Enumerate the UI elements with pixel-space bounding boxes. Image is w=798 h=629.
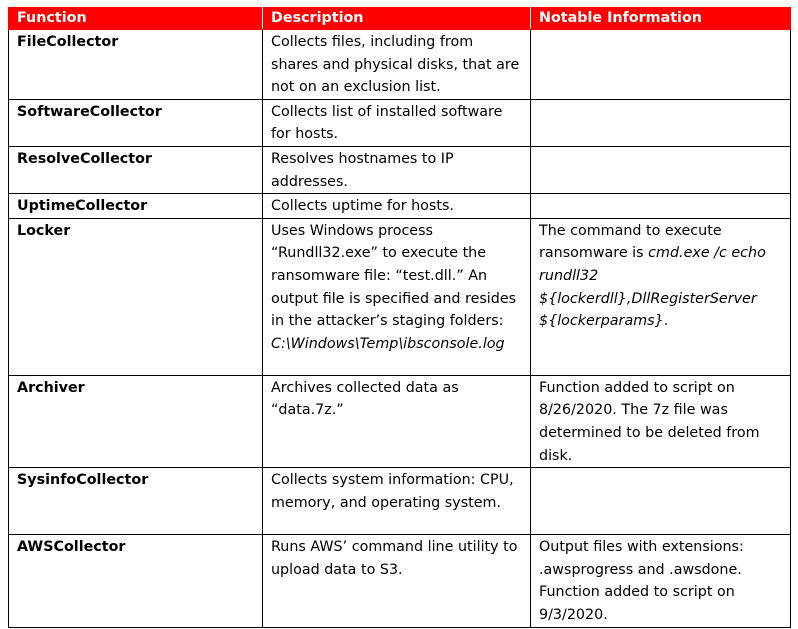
- description-cell: Collects files, including from shares and physical disks, that are not on an exclusion list.: [263, 30, 531, 100]
- table-row: [9, 535, 791, 627]
- notes-cell: Function added to script on 8/26/2020. The 7z file was determined to be deleted from disk.: [531, 375, 791, 467]
- functions-table: [8, 7, 791, 628]
- table-row: [9, 218, 791, 375]
- function-cell: SysinfoCollector: [9, 468, 263, 535]
- description-text: Uses Windows process “Rundll32.exe” to execute the ransomware file: “test.dll.” An output file is specified and resides in the attacker’s staging folders:: [271, 222, 517, 330]
- header-row: [9, 8, 791, 30]
- table-row: [9, 194, 791, 219]
- function-cell: AWSCollector: [9, 535, 263, 627]
- header-function: Function: [9, 8, 263, 30]
- log-file-path: C:\Windows\Temp\ibsconsole.log: [271, 335, 505, 352]
- notes-prefix: The command to execute ransomware is: [539, 222, 722, 262]
- notes-cell: [531, 194, 791, 219]
- description-cell: [263, 218, 531, 375]
- table-row: [9, 30, 791, 100]
- header-description: Description: [263, 8, 531, 30]
- function-cell: Locker: [9, 218, 263, 375]
- locker-command: cmd.exe /c echo rundll32 ${lockerdll},DllRegisterServer ${lockerparams}: [539, 245, 766, 330]
- function-cell: ResolveCollector: [9, 146, 263, 193]
- description-cell: Resolves hostnames to IP addresses.: [263, 146, 531, 193]
- table-row: [9, 375, 791, 467]
- function-cell: Archiver: [9, 375, 263, 467]
- header-notable-information: Notable Information: [531, 8, 791, 30]
- description-cell: Collects uptime for hosts.: [263, 194, 531, 219]
- function-cell: UptimeCollector: [9, 194, 263, 219]
- notes-cell: [531, 146, 791, 193]
- function-cell: FileCollector: [9, 30, 263, 100]
- notes-cell: Output files with extensions: .awsprogress and .awsdone. Function added to script on 9/3/2020.: [531, 535, 791, 627]
- table-row: [9, 468, 791, 535]
- description-cell: Runs AWS’ command line utility to upload data to S3.: [263, 535, 531, 627]
- function-cell: SoftwareCollector: [9, 99, 263, 146]
- description-cell: Archives collected data as “data.7z.”: [263, 375, 531, 467]
- notes-cell: [531, 99, 791, 146]
- table-row: [9, 99, 791, 146]
- notes-cell: [531, 468, 791, 535]
- notes-cell: [531, 218, 791, 375]
- table-row: [9, 146, 791, 193]
- notes-suffix: .: [663, 313, 669, 330]
- notes-cell: [531, 30, 791, 100]
- description-cell: Collects system information: CPU, memory, and operating system.: [263, 468, 531, 535]
- description-cell: Collects list of installed software for hosts.: [263, 99, 531, 146]
